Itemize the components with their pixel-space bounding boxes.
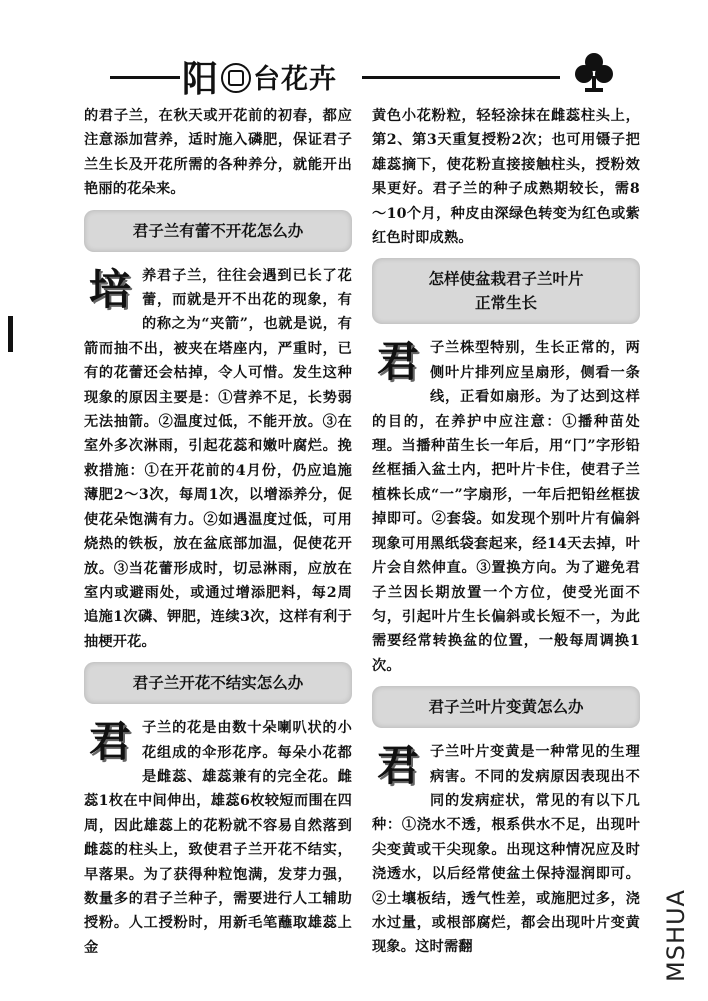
club-flower-icon [572,50,616,94]
page-header [0,46,708,98]
margin-mark [8,316,13,352]
running-title [182,54,337,98]
section-title-line-1: 怎样使盆栽君子兰叶片 [428,270,584,289]
section-text: 子兰株型特别，生长正常的，两侧叶片排列应呈扇形，侧看一条线，正看如扇形。为了达到这样的目的，在养护中应注意：①播种苗处理。当播种苗生长一年后，用“冂”字形铅丝框插入盆土内，把叶片卡住，使君子兰植株长成“一”字扇形，一年后把铅丝框拔掉即可。②套袋。如发现个别叶片有偏斜现象可用黑纸袋套起来，经14天去掉，叶片会自然伸直。③置换方向。为了避免君子兰因长期放置一个方位，使受光面不匀，引起叶片生长偏斜或长短不一，为此需要经常转换盆的位置，一般每周调换1次。 [372,340,640,674]
right-intro-paragraph: 黄色小花粉粒，轻轻涂抹在雌蕊柱头上，第2、第3天重复授粉2次；也可用镊子把雄蕊摘下，使花粉直接接触柱头，授粉效果更好。君子兰的种子成熟期较长，需8～10个月，种皮由深绿色转变为红色或紫红色时即成熟。 [372,108,640,247]
drop-cap: 君 [376,741,420,791]
section-title-yellow-leaf: 君子兰叶片变黄怎么办 [372,686,640,728]
section-text: 子兰叶片变黄是一种常见的生理病害。不同的发病原因表现出不同的发病症状，常见的有以下几种：①浇水不透，根系供水不足，出现叶尖变黄或干尖现象。出现这种情况应及时浇透水，以后经常使盆土保持湿润即可。②土壤板结，透气性差，或施肥过多，浇水过量，或根部腐烂，都会出现叶片变黄现象。这时需翻 [372,744,640,956]
drop-cap: 君 [376,337,420,387]
section-body-leaf-growth [372,336,640,678]
header-rule-right [362,76,560,79]
watermark: MSHUA [662,889,690,982]
section-text: 养君子兰，往往会遇到已长了花蕾，而就是开不出花的现象，有的称之为“夹箭”，也就是说，有箭而抽不出，被夹在塔座内，严重时，已有的花蕾还会枯掉，令人可惜。发生这种现象的原因主要是：①营养不足，长势弱无法抽箭。②温度过低，不能开放。③在室外多次淋雨，引起花蕊和嫩叶腐烂。挽救措施：①在开花前的4月份，仍应追施薄肥2～3次，每周1次，以增添养分，促使花朵饱满有力。②如遇温度过低，可用烧热的铁板，放在盆底部加温，促使花开放。③当花蕾形成时，切忌淋雨，应放在室内或避雨处，或通过增添肥料，每2周追施1次磷、钾肥，连续3次，这样有利于抽梗开花。 [84,267,352,650]
section-title-line-2: 正常生长 [474,294,537,313]
section-title-no-fruit: 君子兰开花不结实怎么办 [84,662,352,704]
section-title-leaf-growth [372,258,640,324]
drop-cap: 君 [88,717,132,767]
section-body-no-fruit [84,716,352,960]
section-title-no-bloom: 君子兰有蕾不开花怎么办 [84,210,352,252]
drop-cap: 培 [88,264,132,314]
section-body-no-bloom [84,264,352,655]
right-column [372,104,640,960]
seal-icon [221,63,251,93]
section-text: 子兰的花是由数十朵喇叭状的小花组成的伞形花序。每朵小花都是雌蕊、雄蕊兼有的完全花。雌蕊1枚在中间伸出，雄蕊6枚较短而围在四周，因此雄蕊上的花粉就不容易自然落到雌蕊的柱头上，致使君子兰开花不结实，早落果。为了获得种粒饱满，发芽力强，数量多的君子兰种子，需要进行人工辅助授粉。人工授粉时，用新毛笔蘸取雄蕊上金 [84,720,352,956]
section-body-yellow-leaf [372,740,640,960]
running-title-rest: 台花卉 [253,63,338,95]
left-intro-paragraph: 的君子兰，在秋天或开花前的初春，都应注意添加营养，适时施入磷肥，保证君子兰生长及开花所需的各种养分，就能开出艳丽的花朵来。 [84,108,352,198]
left-column [84,104,352,960]
header-rule-left [110,76,180,79]
running-title-big-char: 阳 [182,58,220,100]
